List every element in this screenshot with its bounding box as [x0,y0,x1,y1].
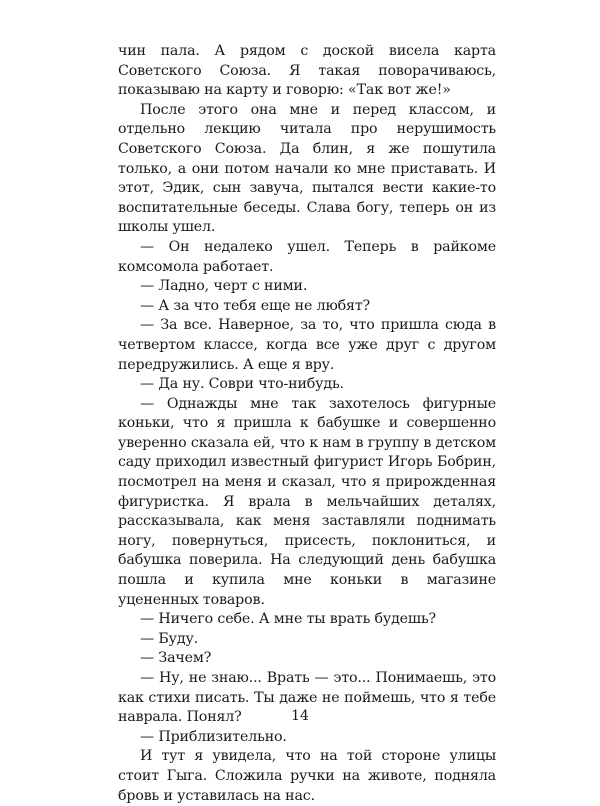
paragraph: После этого она мне и перед классом, и отдельно лекцию читала про нерушимость Советского Союза. Да блин, я же пошутила только, а они потом начали ко мне приставать. И этот, Эдик, сын завуча, пытался вести какие-то воспитательные беседы. Слава богу, теперь он из школы ушел. [118,101,496,236]
page-number: 14 [291,708,309,724]
body-text [118,42,496,806]
paragraph: — Он недалеко ушел. Теперь в райкоме комсомола работает. [118,238,496,275]
paragraph: — Ну, не знаю... Врать — это... Понимаешь, это как стихи писать. Ты даже не поймешь, что я тебе наврала. Понял? [118,670,496,726]
paragraph: — Приблизительно. [140,728,287,745]
paragraph: — Ладно, черт с ними. [140,278,308,295]
paragraph: чин пала. А рядом с доской висела карта Советского Союза. Я такая поворачиваюсь, показываю на карту и говорю: «Так вот же!» [118,43,496,99]
paragraph: — Однажды мне так захотелось фигурные коньки, что я пришла к бабушке и совершенно уверенно сказала ей, что к нам в группу в детском саду приходил известный фигурист Игорь Бобрин, посмотрел на меня и сказал, что я прирожденная фигуристка. Я врала в мельчайших деталях, рассказывала, как меня заставляли поднимать ногу, повернуться, присесть, поклониться, и бабушка поверила. На следующий день бабушка пошла и купила мне коньки в магазине уцененных товаров. [118,395,496,608]
paragraph: — За все. Наверное, за то, что пришла сюда в четвертом классе, когда все уже друг с другом передружились. А еще я вру. [118,317,496,373]
paragraph: — Буду. [140,630,199,647]
paragraph: И тут я увидела, что на той стороне улицы стоит Гыга. Сложила ручки на животе, подняла бровь и уставилась на нас. [118,748,496,804]
paragraph: — А за что тебя еще не любят? [140,297,371,314]
paragraph: — Да ну. Соври что-нибудь. [140,376,344,393]
paragraph: — Ничего себе. А мне ты врать будешь? [140,611,436,628]
paragraph: — Зачем? [140,650,212,667]
